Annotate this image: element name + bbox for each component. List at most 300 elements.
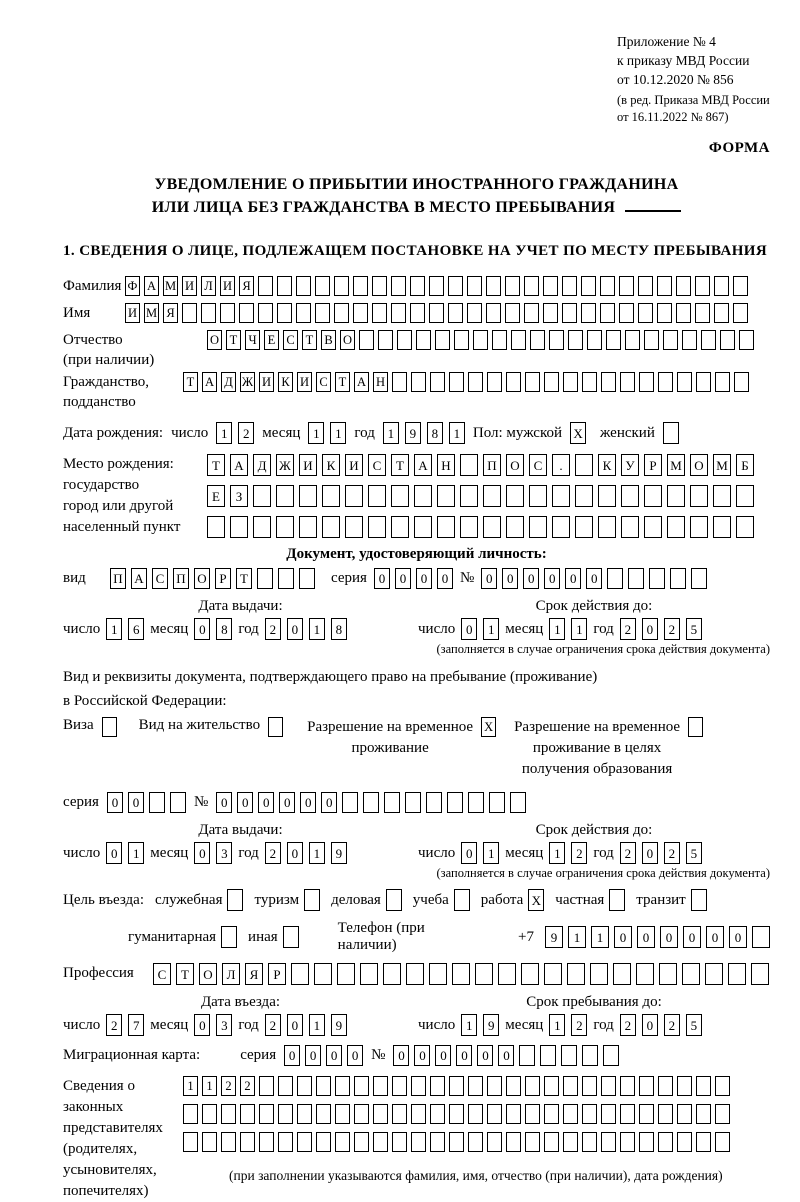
expiry-date-heading: Срок действия до: [535,822,653,838]
cell-box: 0 [565,568,581,589]
cell-box [736,516,754,538]
cell-box: 0 [660,926,678,948]
cell-box [677,1104,692,1124]
entry-month-cells[interactable] [194,1014,232,1036]
cell-box [316,1104,331,1124]
business-checkbox[interactable] [386,889,402,911]
cell-box: 0 [284,1045,300,1066]
cell-box [715,372,730,392]
migration-series-cells[interactable] [284,1045,363,1066]
cell-box: 0 [523,568,539,589]
cell-box: 0 [498,1045,514,1066]
phone-cells[interactable] [545,926,770,948]
cell-box [426,792,442,813]
doc-expiry-year-cells[interactable] [620,618,702,640]
cell-box: 1 [483,618,499,640]
cell-box: 1 [202,1076,217,1096]
cell-box: Е [207,485,225,507]
rvp-option [307,717,496,759]
cell-box [373,1104,388,1124]
cell-box: Т [335,372,350,392]
residence-issue-year-cells[interactable] [265,842,347,864]
cell-box [506,516,524,538]
rvp-education-label: Разрешение на временное проживание в целях получения образования [514,719,681,777]
residence-issue-month-cells[interactable] [194,842,232,864]
cell-box [657,276,672,296]
appendix-line: Приложение № 4 [617,34,716,49]
cell-box [601,372,616,392]
female-checkbox[interactable] [663,422,679,444]
cell-box [468,1132,483,1152]
cell-box: 0 [216,792,232,813]
appendix-line: к приказу МВД России [617,53,750,68]
cell-box: 0 [287,842,303,864]
cell-box: А [230,454,248,476]
representatives-label: Сведения о законных представителях (родителях, усыновителях, попечителях) [63,1078,163,1199]
cell-box [552,485,570,507]
birth-place-row1-cells[interactable] [207,454,754,476]
doc-issue-year-cells[interactable] [265,618,347,640]
cell-box [391,303,406,323]
cell-box [636,963,654,985]
cell-box [667,516,685,538]
cell-box [487,1132,502,1152]
birth-place-row2-cells[interactable] [207,485,754,507]
cell-box: 0 [477,1045,493,1066]
cell-box [713,516,731,538]
cell-box [257,568,273,589]
cell-box [644,516,662,538]
cell-box [544,963,562,985]
cell-box: Н [437,454,455,476]
cell-box [568,330,583,350]
cell-box [543,303,558,323]
cell-box [278,1076,293,1096]
cell-box [625,330,640,350]
month-label: месяц [262,424,301,441]
cell-box [430,1132,445,1152]
cell-box [601,1104,616,1124]
cell-box [525,1076,540,1096]
cell-box: 8 [427,422,443,444]
title-underline [625,210,681,212]
cell-box: Р [644,454,662,476]
cell-box [183,1132,198,1152]
cell-box [506,1104,521,1124]
cell-box: 0 [544,568,560,589]
cell-box [315,303,330,323]
cell-box [713,485,731,507]
residence-doc-dates [63,822,770,864]
work-checkbox[interactable] [528,889,544,911]
cell-box: 1 [591,926,609,948]
cell-box: М [667,454,685,476]
cell-box [322,485,340,507]
cell-box [667,485,685,507]
cell-box: П [173,568,189,589]
citizenship-cells[interactable] [183,372,749,392]
entry-day-cells[interactable] [106,1014,144,1036]
cell-box [544,1132,559,1152]
cell-box: 1 [449,422,465,444]
cell-box [676,276,691,296]
doc-expiry-month-cells[interactable] [549,618,587,640]
cell-box [530,330,545,350]
cell-box: 2 [571,1014,587,1036]
birth-year-cells[interactable] [383,422,465,444]
doc-issue-month-cells[interactable] [194,618,232,640]
cell-box [628,568,644,589]
cell-box [658,1132,673,1152]
cell-box [278,1132,293,1152]
cell-box [575,516,593,538]
stay-year-cells[interactable] [620,1014,702,1036]
cell-box [691,568,707,589]
rvp-education-option [514,717,703,780]
representatives-row1-cells[interactable] [183,1076,730,1096]
migration-number-cells[interactable] [393,1045,619,1066]
cell-box: С [316,372,331,392]
cell-box [690,516,708,538]
humanitarian-checkbox[interactable] [221,926,237,948]
citizenship-row [63,372,770,412]
representatives-note: (при заполнении указываются фамилия, имя, отчество (при наличии), дата рождения) [229,1168,723,1183]
cell-box [253,485,271,507]
cell-box: Н [373,372,388,392]
cell-box [562,303,577,323]
cell-box: 1 [571,618,587,640]
cell-box [277,276,292,296]
residence-number-cells[interactable] [216,792,526,813]
cell-box: 0 [128,792,144,813]
cell-box: 0 [414,1045,430,1066]
cell-box: М [713,454,731,476]
cell-box [714,303,729,323]
representatives-row3-cells[interactable] [183,1132,730,1152]
cell-box [563,1132,578,1152]
study-checkbox[interactable] [454,889,470,911]
residence-issue-day-cells[interactable] [106,842,144,864]
cell-box: 9 [331,1014,347,1036]
cell-box: 5 [686,618,702,640]
official-checkbox[interactable] [227,889,243,911]
cell-box [345,516,363,538]
cell-box [202,1104,217,1124]
doc-issue-day-cells[interactable] [106,618,144,640]
cell-box: 2 [664,842,680,864]
cell-box [575,454,593,476]
cell-box [373,1076,388,1096]
cell-box [227,889,243,911]
visa-checkbox[interactable] [102,717,117,737]
cell-box [391,276,406,296]
cell-box [460,516,478,538]
cell-box [297,1104,312,1124]
cell-box: Т [183,372,198,392]
cell-box: 0 [393,1045,409,1066]
year-label: год [238,1016,259,1033]
cell-box: 0 [194,842,210,864]
cell-box: 0 [287,618,303,640]
cell-box [483,516,501,538]
purpose-tourism: туризм [254,889,320,911]
cell-box [582,372,597,392]
cell-box: Б [736,454,754,476]
cell-box: 2 [265,1014,281,1036]
cell-box [715,1076,730,1096]
cell-box [506,1132,521,1152]
section1-heading: 1. СВЕДЕНИЯ О ЛИЦЕ, ПОДЛЕЖАЩЕМ ПОСТАНОВКЕ НА УЧЕТ ПО МЕСТУ ПРЕБЫВАНИЯ [63,243,768,259]
cell-box [220,303,235,323]
cell-box [620,372,635,392]
cell-box [373,1132,388,1152]
cell-box [448,303,463,323]
name-label: Имя [63,305,91,321]
male-checkbox[interactable] [570,422,586,444]
cell-box: 8 [331,618,347,640]
cell-box [752,926,770,948]
cell-box [207,516,225,538]
cell-box: 0 [435,1045,451,1066]
cell-box: 0 [106,842,122,864]
doc-kind-cells[interactable] [110,568,315,589]
cell-box: 3 [216,842,232,864]
purpose-row2 [128,920,770,954]
appendix-block [617,32,770,126]
cell-box [296,303,311,323]
cell-box [506,372,521,392]
name-cells[interactable] [125,303,748,323]
cell-box [429,963,447,985]
cell-box [659,963,677,985]
cell-box: Д [221,372,236,392]
phone-prefix: +7 [518,928,534,945]
cell-box [715,1104,730,1124]
profession-cells[interactable] [153,963,769,985]
cell-box [429,276,444,296]
cell-box [525,372,540,392]
doc-series-cells[interactable] [374,568,453,589]
cell-box: Т [391,454,409,476]
cell-box [296,276,311,296]
representatives-block [63,1076,770,1202]
residence-expiry-month-cells[interactable] [549,842,587,864]
cell-box: 2 [238,422,254,444]
doc-number-cells[interactable] [481,568,707,589]
cell-box: К [278,372,293,392]
cell-box [410,276,425,296]
entry-year-cells[interactable] [265,1014,347,1036]
cell-box [705,963,723,985]
cell-box [620,1132,635,1152]
doc-kind-label: вид [63,570,86,586]
cell-box [268,717,283,737]
cell-box: 1 [128,842,144,864]
stay-month-cells[interactable] [549,1014,587,1036]
cell-box: 0 [287,1014,303,1036]
patronymic-cells[interactable] [207,330,754,350]
cell-box: К [322,454,340,476]
cell-box [682,963,700,985]
cell-box [544,372,559,392]
cell-box [540,1045,556,1066]
cell-box [392,1104,407,1124]
cell-box: 0 [194,618,210,640]
cell-box [322,516,340,538]
cell-box [487,372,502,392]
cell-box: Ч [245,330,260,350]
cell-box [601,1132,616,1152]
cell-box [337,963,355,985]
cell-box: 0 [194,1014,210,1036]
cell-box: А [144,276,159,296]
cell-box [619,303,634,323]
residence-permit-checkbox[interactable] [268,717,283,737]
cell-box [378,330,393,350]
cell-box [486,303,501,323]
cell-box [410,303,425,323]
cell-box: 0 [461,618,477,640]
cell-box [549,330,564,350]
cell-box [391,516,409,538]
sex-female-label: женский [600,424,655,441]
cell-box [449,1132,464,1152]
cell-box [696,372,711,392]
transit-checkbox[interactable] [691,889,707,911]
cell-box [600,303,615,323]
cell-box [452,963,470,985]
cell-box [258,303,273,323]
day-label: число [63,620,101,637]
cell-box: И [297,372,312,392]
birth-place-row3-cells[interactable] [207,516,754,538]
visa-label: Виза [63,717,94,733]
year-label: год [238,844,259,861]
cell-box [359,330,374,350]
cell-box [240,1104,255,1124]
cell-box [582,1045,598,1066]
cell-box: 0 [456,1045,472,1066]
month-label: месяц [505,844,544,861]
residence-series-cells[interactable] [107,792,186,813]
residence-doc-intro2: в Российской Федерации: [63,693,227,709]
cell-box [639,1132,654,1152]
stay-day-cells[interactable] [461,1014,499,1036]
cell-box: О [199,963,217,985]
cell-box [437,516,455,538]
cell-box [183,1104,198,1124]
residence-doc-note: (заполняется в случае ограничения срока действия документа) [436,866,770,880]
cell-box: 1 [308,422,324,444]
cell-box [524,303,539,323]
cell-box [519,1045,535,1066]
rvp-education-checkbox[interactable] [688,717,703,737]
representatives-row2-cells[interactable] [183,1104,730,1124]
migration-number-label: № [371,1047,386,1063]
residence-expiry-year-cells[interactable] [620,842,702,864]
expiry-date-heading: Срок действия до: [535,598,653,614]
cell-box [701,330,716,350]
residence-expiry-day-cells[interactable] [461,842,499,864]
cell-box: Е [264,330,279,350]
cell-box [590,963,608,985]
private-checkbox[interactable] [609,889,625,911]
cell-box [334,276,349,296]
cell-box: М [163,276,178,296]
cell-box [468,792,484,813]
birth-day-cells[interactable] [216,422,254,444]
month-label: месяц [505,1016,544,1033]
cell-box [335,1132,350,1152]
cell-box: 0 [614,926,632,948]
cell-box [720,330,735,350]
rvp-checkbox[interactable] [481,717,496,737]
cell-box [561,1045,577,1066]
entry-stay-dates [63,994,770,1036]
cell-box: 5 [686,842,702,864]
cell-box: Ж [276,454,294,476]
cell-box [644,485,662,507]
cell-box: Л [222,963,240,985]
doc-expiry-day-cells[interactable] [461,618,499,640]
purpose-private: частная [555,889,625,911]
cell-box [230,516,248,538]
cell-box [639,1076,654,1096]
cell-box [486,276,501,296]
cell-box: . [552,454,570,476]
cell-box [354,1104,369,1124]
other-checkbox[interactable] [283,926,299,948]
purpose-work: работа X [481,889,545,911]
cell-box: 1 [461,1014,477,1036]
cell-box: Л [201,276,216,296]
cell-box: Т [207,454,225,476]
tourism-checkbox[interactable] [304,889,320,911]
cell-box [411,1076,426,1096]
cell-box [342,792,358,813]
cell-box [483,485,501,507]
cell-box: 9 [405,422,421,444]
cell-box: Р [215,568,231,589]
birth-month-cells[interactable] [308,422,346,444]
cell-box [353,276,368,296]
patronymic-label: Отчество (при наличии) [63,332,155,368]
cell-box: 0 [107,792,123,813]
cell-box [506,1076,521,1096]
cell-box [297,1076,312,1096]
cell-box: 0 [481,568,497,589]
cell-box: 0 [729,926,747,948]
cell-box [587,330,602,350]
cell-box [278,1104,293,1124]
cell-box [259,1132,274,1152]
cell-box [467,276,482,296]
cell-box [372,276,387,296]
cell-box [277,303,292,323]
cell-box [392,372,407,392]
cell-box [405,792,421,813]
cell-box [335,1104,350,1124]
cell-box [258,276,273,296]
cell-box [449,1104,464,1124]
cell-box [454,330,469,350]
surname-cells[interactable] [125,276,748,296]
cell-box [299,485,317,507]
cell-box [391,485,409,507]
cell-box [182,303,197,323]
cell-box: 0 [416,568,432,589]
cell-box: С [283,330,298,350]
